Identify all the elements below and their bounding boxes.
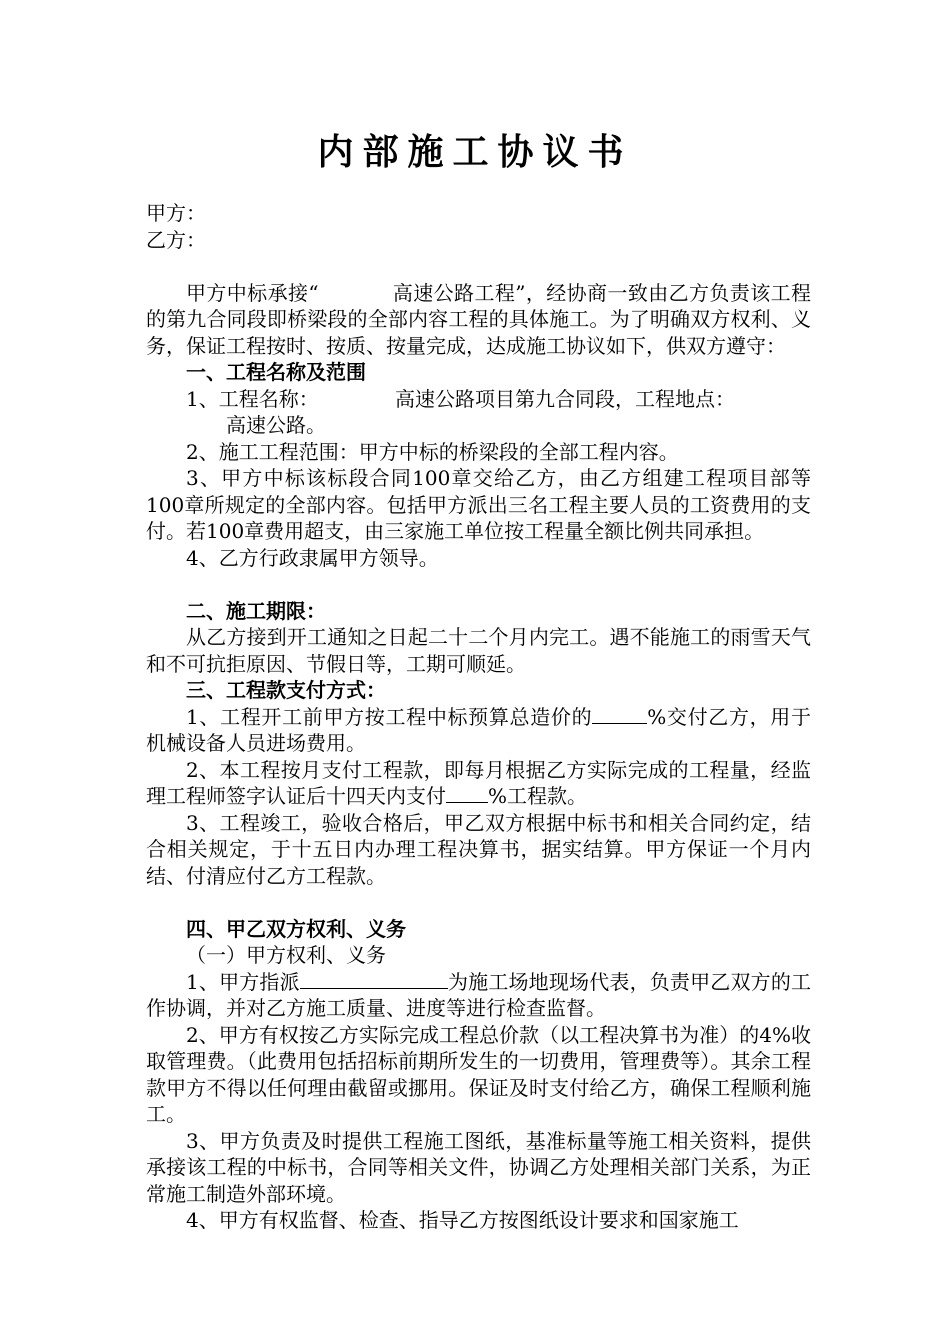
representative-blank <box>300 969 448 989</box>
section-1-item-4: 4、乙方行政隶属甲方领导。 <box>186 545 439 570</box>
section-1-item-2: 2、施工工程范围：甲方中标的桥梁段的全部工程内容。 <box>186 439 679 464</box>
intro-paragraph: 甲方中标承接“ 高速公路工程”，经协商一致由乙方负责该工程的第九合同段即桥梁段的全部内容工程的具体施工。为了明确双方权利、义务，保证工程按时、按质、按量完成，达成施工协议如下，供双方遵守： <box>146 280 811 358</box>
section-2-heading: 二、施工期限： <box>186 598 326 623</box>
party-b-label: 乙方： <box>146 227 206 252</box>
section-4-subheading-1: （一）甲方权利、义务 <box>186 943 386 967</box>
spacer <box>146 889 811 916</box>
percentage-blank <box>446 783 488 803</box>
section-4-item-4: 4、甲方有权监督、检查、指导乙方按图纸设计要求和国家施工 <box>186 1208 739 1232</box>
section-4-item-1-text-a: 1、甲方指派 <box>186 969 300 994</box>
section-3-item-2-text-a: 2、本工程按月支付工程款，即每月根据乙方实际完成的工程量，经监理工程师签字认证后十四天内支付 <box>146 757 811 808</box>
section-1-heading: 一、工程名称及范围 <box>186 360 366 384</box>
section-3-item-1-text-b: %交付乙方，用于机械设备人员进场费用。 <box>146 704 811 755</box>
section-4-item-1 <box>146 969 811 1022</box>
section-1-item-1-continued: 高速公路。 <box>226 413 326 437</box>
section-3-item-1-text-a: 1、工程开工前甲方按工程中标预算总造价的 <box>186 704 593 729</box>
party-a-label: 甲方： <box>146 201 206 225</box>
section-3-item-1 <box>146 704 811 757</box>
section-1-item-1: 1、工程名称： 高速公路项目第九合同段，工程地点： <box>186 386 736 411</box>
document-body <box>146 200 811 1234</box>
document-title: 内部施工协议书 <box>317 131 633 173</box>
spacer <box>146 253 811 280</box>
section-4-item-3: 3、甲方负责及时提供工程施工图纸，基准标量等施工相关资料，提供承接该工程的中标书，合同等相关文件，协调乙方处理相关部门关系，为正常施工制造外部环境。 <box>146 1128 811 1206</box>
section-3-heading: 三、工程款支付方式： <box>186 678 386 702</box>
section-3-item-2 <box>146 757 811 810</box>
section-1-item-3: 3、甲方中标该标段合同100章交给乙方，由乙方组建工程项目部等100章所规定的全部内容。包括甲方派出三名工程主要人员的工资费用的支付。若100章费用超支，由三家施工单位按工程量全额比例共同承担。 <box>146 466 811 543</box>
section-4-item-2: 2、甲方有权按乙方实际完成工程总价款（以工程决算书为准）的4%收取管理费。（此费用包括招标前期所发生的一切费用，管理费等）。其余工程款甲方不得以任何理由截留或挪用。保证及时支付给乙方，确保工程顺利施工。 <box>146 1022 811 1126</box>
percentage-blank <box>592 704 647 724</box>
section-3-item-3: 3、工程竣工，验收合格后，甲乙双方根据中标书和相关合同约定，结合相关规定，于十五日内办理工程决算书，据实结算。甲方保证一个月内结、付清应付乙方工程款。 <box>146 810 811 888</box>
section-3-item-2-text-b: %工程款。 <box>488 784 588 808</box>
spacer <box>146 571 811 598</box>
section-4-item-1-text-b: 为施工场地现场代表，负责甲乙双方的工作协调，并对乙方施工质量、进度等进行检查监督。 <box>146 969 811 1020</box>
section-2-text: 从乙方接到开工通知之日起二十二个月内完工。遇不能施工的雨雪天气和不可抗拒原因、节假日等，工期可顺延。 <box>146 625 811 676</box>
section-4-heading: 四、甲乙双方权利、义务 <box>186 916 406 941</box>
